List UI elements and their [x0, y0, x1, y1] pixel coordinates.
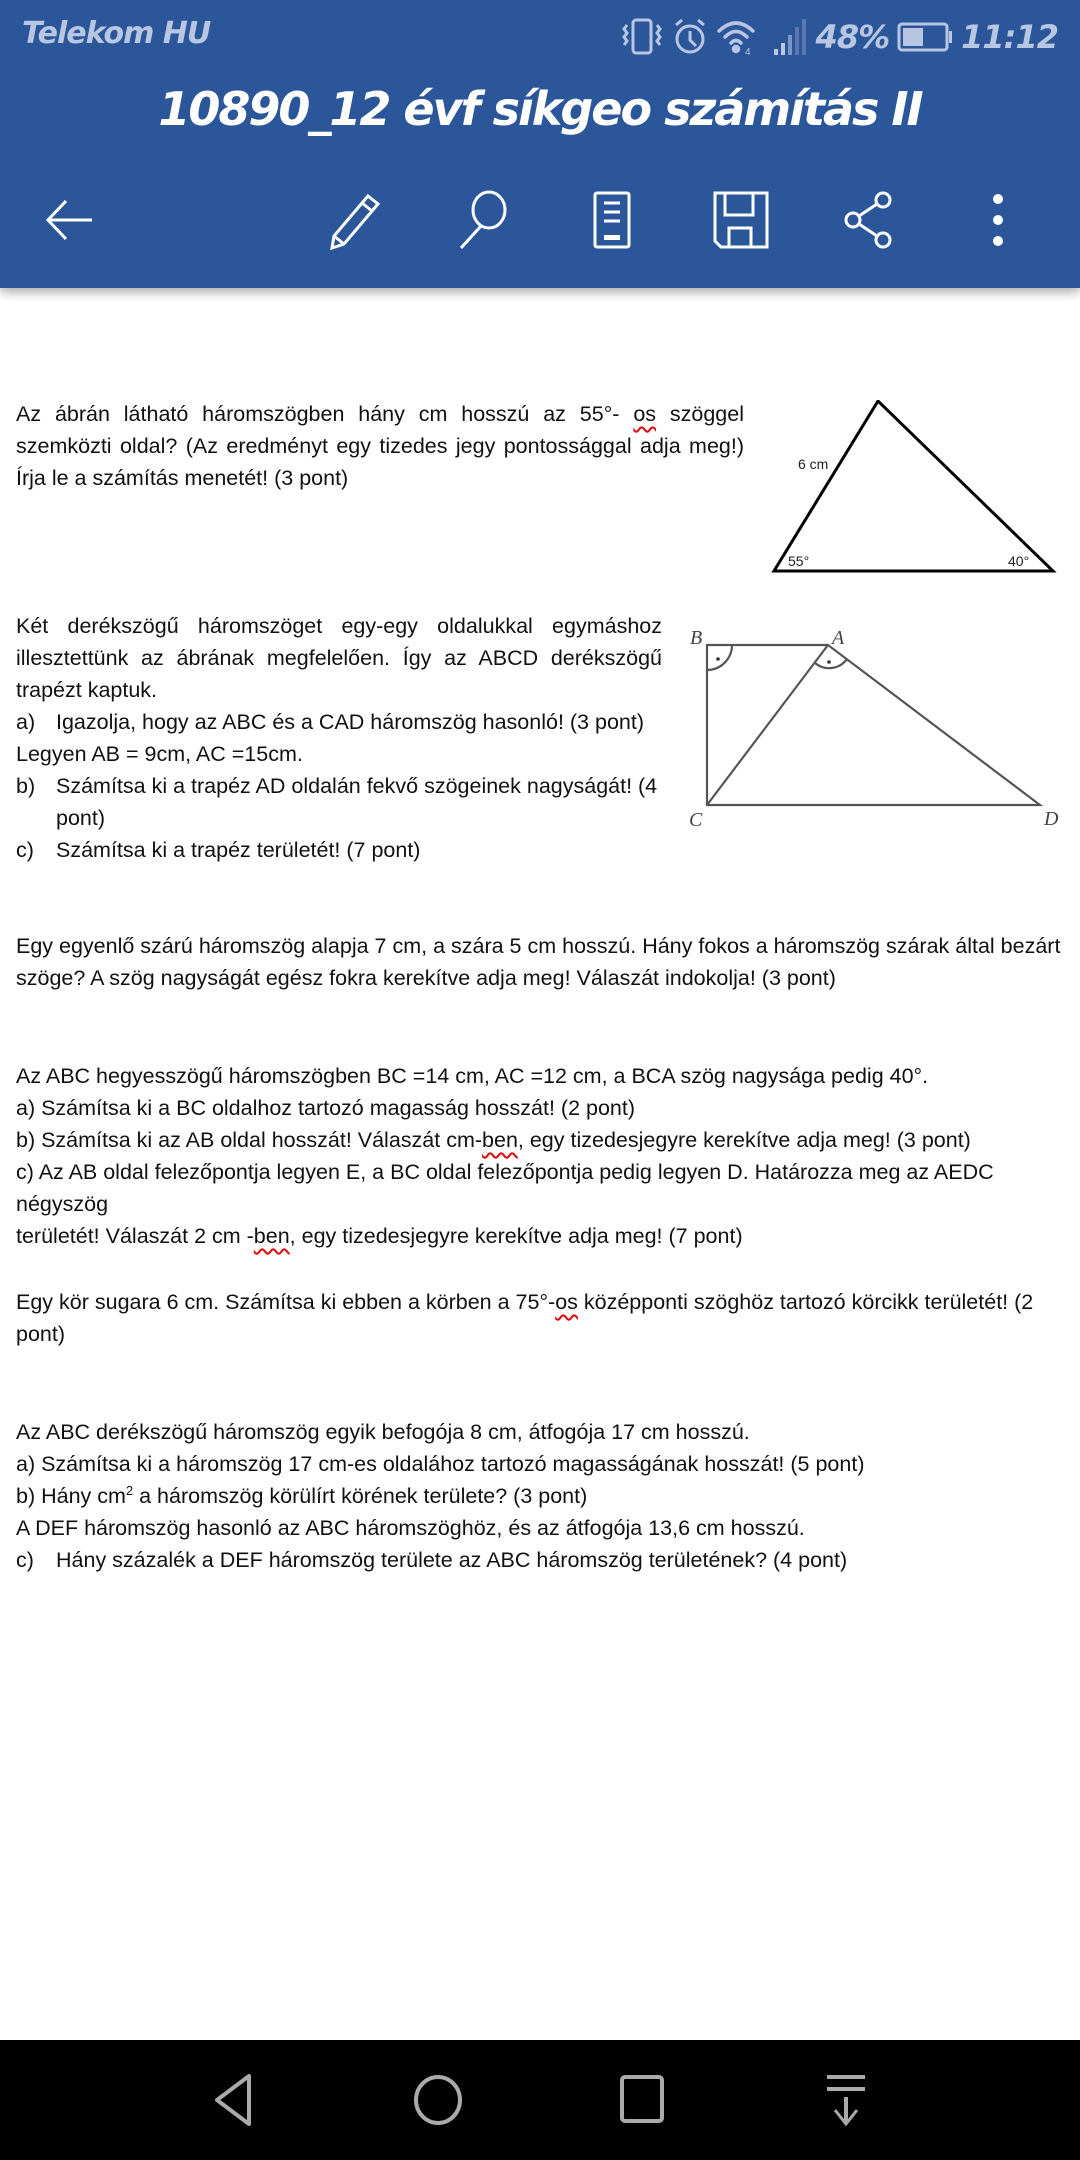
question-6-b: b) Hány $cm^2$ a háromszög körülírt körének területe? (3 pont)	[16, 1482, 588, 1508]
vertex-d-label: D	[1044, 808, 1059, 828]
spelling-flag[interactable]: os	[555, 1290, 578, 1314]
edit-button[interactable]	[314, 180, 394, 260]
document-view-icon	[587, 190, 637, 250]
status-icons	[620, 14, 1058, 60]
angle-right-label: 40°	[1008, 553, 1030, 569]
share-icon	[839, 190, 899, 250]
battery-percent: 48%	[815, 18, 890, 56]
vibrate-icon	[620, 17, 664, 57]
question-4-a: a) Számítsa ki a BC oldalhoz tartozó magasság hosszát! (2 pont)	[16, 1096, 636, 1120]
battery-icon	[897, 22, 953, 52]
pencil-icon	[324, 190, 384, 250]
nav-recents-button[interactable]	[602, 2060, 682, 2140]
clock: 11:12	[961, 18, 1058, 56]
question-6-a: a) Számítsa ki a háromszög 17 cm-es oldalához tartozó magasságának hosszát! (5 pont)	[16, 1452, 865, 1476]
question-3: Egy egyenlő szárú háromszög alapja 7 cm, a szára 5 cm hosszú. Hány fokos a háromszög szárak által bezárt szöge? A szög nagyságát egész fokra kerekítve adja meg! Válaszát indokolja! (3 pont)	[16, 934, 1061, 990]
nav-home-button[interactable]	[398, 2060, 478, 2140]
document-title: 10890_12 évf síkgeo számítás II	[158, 82, 922, 136]
pull-down-icon	[821, 2072, 871, 2128]
spelling-flag[interactable]: os	[633, 402, 657, 426]
document-page[interactable]	[0, 288, 1080, 2040]
carrier-name: Telekom HU	[22, 16, 211, 51]
vertex-c-label: C	[689, 809, 703, 828]
question-6-intro: Az ABC derékszögű háromszög egyik befogója 8 cm, átfogója 17 cm hosszú.	[16, 1420, 750, 1444]
alarm-icon	[672, 17, 708, 57]
question-2	[16, 610, 662, 866]
share-button[interactable]	[829, 180, 909, 260]
side-label: 6 cm	[798, 456, 829, 472]
question-6	[16, 1416, 1080, 1576]
question-2-intro: Két derékszögű háromszöget egy-egy oldalukkal egymáshoz illesztettünk az ábrának megfelelően. Így az ABCD derékszögű trapézt kaptuk.	[16, 614, 662, 702]
status-bar	[0, 0, 1080, 75]
svg-text:4: 4	[744, 47, 751, 57]
search-button[interactable]	[443, 180, 523, 260]
question-4-b: b) Számítsa ki az AB oldal hosszát! Válaszát cm-ben, egy tizedesjegyre kerekítve adja meg! (3 pont)	[16, 1128, 971, 1152]
question-6-given: A DEF háromszög hasonló az ABC háromszöghöz, és az átfogója 13,6 cm hosszú.	[16, 1516, 805, 1540]
spelling-flag[interactable]: ben	[482, 1128, 518, 1152]
wifi-icon	[716, 17, 760, 57]
triangle-figure	[760, 400, 1080, 600]
back-button[interactable]	[30, 180, 110, 260]
vertex-a-label: A	[832, 627, 845, 649]
question-6-c: c) Hány százalék a DEF háromszög területe az ABC háromszög területének? (4 pont)	[16, 1548, 848, 1572]
question-2-c: c) Számítsa ki a trapéz területét! (7 pont)	[16, 838, 421, 862]
search-icon	[453, 190, 513, 250]
question-2-given: Legyen AB = 9cm, AC =15cm.	[16, 742, 303, 766]
question-4-c: c) Az AB oldal felezőpontja legyen E, a BC oldal felezőpontja pedig legyen D. Határozza meg az AEDC négyszög területét! Válaszát 2 cm -ben, egy tizedesjegyre kerekítve adja meg! (7 pont)	[16, 1160, 994, 1248]
nav-notifications-button[interactable]	[806, 2060, 886, 2140]
nav-back-button[interactable]	[194, 2060, 274, 2140]
more-options-button[interactable]	[958, 180, 1038, 260]
more-vertical-icon	[988, 190, 1008, 250]
toolbar	[0, 180, 1080, 260]
question-4-intro: Az ABC hegyesszögű háromszögben BC =14 cm, AC =12 cm, a BCA szög nagysága pedig 40°.	[16, 1064, 929, 1088]
question-4	[16, 1060, 1080, 1252]
circle-home-icon	[410, 2072, 466, 2128]
spelling-flag[interactable]: ben	[253, 1224, 290, 1248]
square-recents-icon	[617, 2072, 667, 2128]
question-5: Egy kör sugara 6 cm. Számítsa ki ebben a körben a 75°-os középponti szöghöz tartozó körcikk területét! (2 pont)	[16, 1290, 1034, 1346]
signal-icon	[768, 17, 808, 57]
floppy-disk-icon	[711, 190, 771, 250]
save-button[interactable]	[701, 180, 781, 260]
app-bar	[0, 0, 1080, 288]
question-2-b: b) Számítsa ki a trapéz AD oldalán fekvő szögeinek nagyságát! (4 pont)	[16, 774, 658, 830]
question-1: Az ábrán látható háromszögben hány cm hosszú az 55°- os szöggel szemközti oldal? (Az eredményt egy tizedes jegy pontossággal adja meg!) Írja le a számítás menetét! (3 pont)	[16, 402, 744, 490]
question-2-a: a) Igazolja, hogy az ABC és a CAD háromszög hasonló! (3 pont)	[16, 710, 644, 734]
angle-left-label: 55°	[788, 553, 810, 569]
reading-view-button[interactable]	[572, 180, 652, 260]
trapezoid-figure	[680, 618, 1080, 828]
vertex-b-label: B	[690, 627, 703, 649]
arrow-left-icon	[40, 195, 100, 245]
system-nav-bar	[0, 2040, 1080, 2160]
triangle-back-icon	[209, 2072, 259, 2128]
